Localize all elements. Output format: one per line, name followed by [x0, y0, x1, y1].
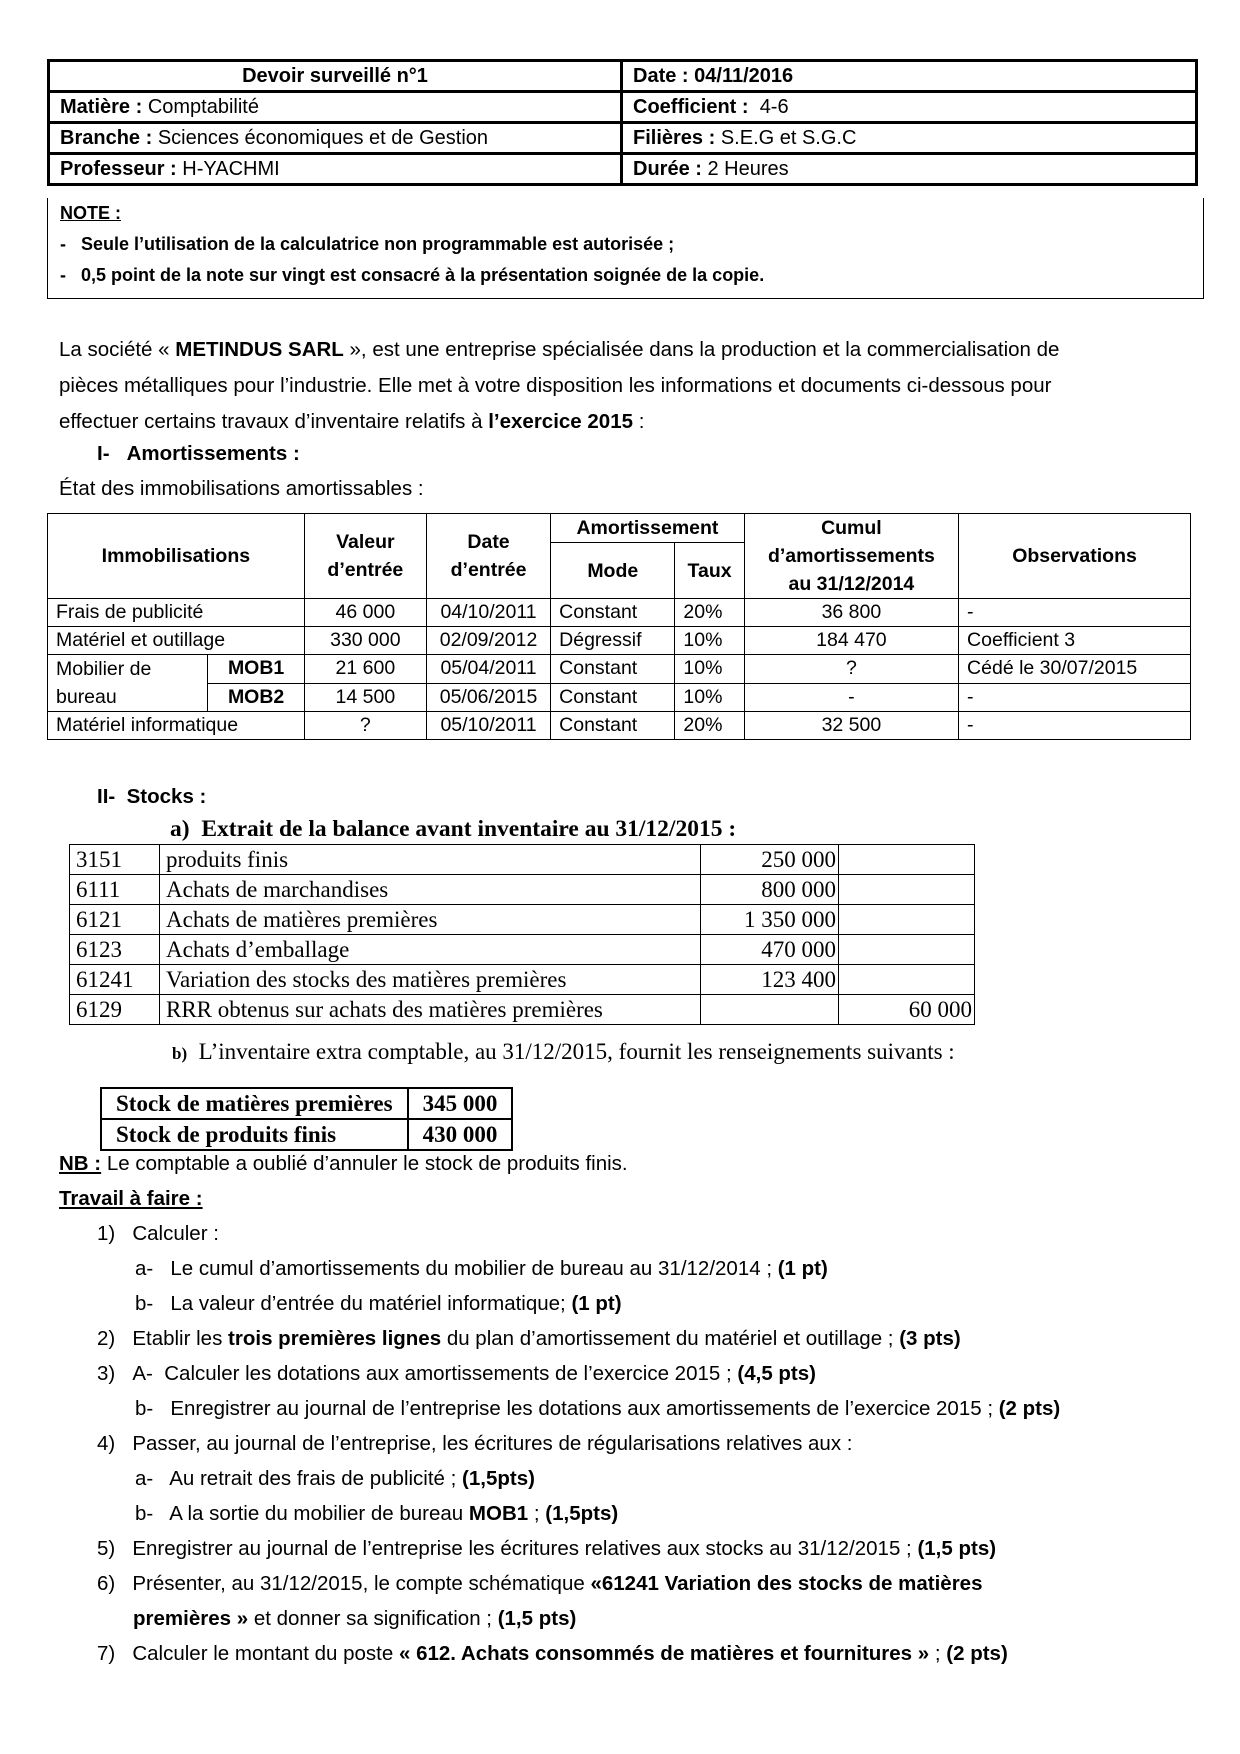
cell-value: 345 000 — [408, 1088, 513, 1119]
cell-valeur: 14 500 — [304, 683, 426, 712]
cell-date: 05/04/2011 — [426, 655, 550, 684]
task-3a: 3) A- Calculer les dotations aux amortissements de l’exercice 2015 ; (4,5 pts) — [97, 1362, 816, 1385]
cell-mode: Constant — [551, 599, 675, 627]
prof-value: H-YACHMI — [182, 158, 280, 180]
work-title: Travail à faire : — [59, 1187, 203, 1210]
table-row — [70, 935, 975, 965]
note-title: NOTE : — [60, 203, 121, 223]
task-4a: a- Au retrait des frais de publicité ; (1,5pts) — [135, 1467, 535, 1490]
cell-taux: 10% — [675, 683, 744, 712]
cell-debit: 800 000 — [701, 875, 839, 905]
exam-title: Devoir surveillé n°1 — [49, 61, 622, 92]
task-4b: b- A la sortie du mobilier de bureau MOB1 ; (1,5pts) — [135, 1502, 619, 1525]
cell-label: Variation des stocks des matières premières — [160, 965, 701, 995]
task-6-cont: premières » et donner sa signification ; (1,5 pts) — [133, 1607, 577, 1630]
table-row — [70, 965, 975, 995]
cell-credit: 60 000 — [839, 995, 975, 1025]
cell-obs: Cédé le 30/07/2015 — [959, 655, 1191, 684]
task-3b: b- Enregistrer au journal de l’entreprise les dotations aux amortissements de l’exercice 2015 ; (2 pts) — [135, 1397, 1061, 1420]
table-row — [48, 712, 1191, 740]
inventory-intro — [172, 1039, 955, 1065]
note-item: - 0,5 point de la note sur vingt est consacré à la présentation soignée de la copie. — [60, 265, 765, 285]
balance-table — [69, 844, 975, 1025]
cell-credit — [839, 965, 975, 995]
coef-value: 4-6 — [759, 96, 789, 118]
cell-obs: Coefficient 3 — [959, 627, 1191, 655]
intro-paragraph — [59, 332, 1199, 440]
table-row — [48, 655, 1191, 684]
task-6: 6) Présenter, au 31/12/2015, le compte schématique «61241 Variation des stocks de matières — [97, 1572, 983, 1595]
col-header-taux: Taux — [675, 543, 744, 599]
note-item: - Seule l’utilisation de la calculatrice non programmable est autorisée ; — [60, 234, 675, 254]
table-row — [101, 1119, 512, 1150]
table-row — [70, 905, 975, 935]
cell-label: RRR obtenus sur achats des matières premières — [160, 995, 701, 1025]
cell-code: 61241 — [70, 965, 160, 995]
branche-value: Sciences économiques et de Gestion — [157, 127, 489, 149]
table-row — [70, 845, 975, 875]
cell-mode: Constant — [551, 683, 675, 712]
cell-obs: - — [959, 599, 1191, 627]
task-5: 5) Enregistrer au journal de l’entreprise les écritures relatives aux stocks au 31/12/2015 ; (1,5 pts) — [97, 1537, 997, 1560]
date-cell — [622, 61, 1197, 92]
item-label: a) — [170, 816, 190, 842]
cell-date: 02/09/2012 — [426, 627, 550, 655]
table-row — [48, 627, 1191, 655]
coef-label: Coefficient : — [633, 96, 749, 118]
nb-note — [59, 1152, 628, 1176]
section-number: I- — [97, 442, 110, 465]
task-7: 7) Calculer le montant du poste « 612. Achats consommés de matières et fournitures » ; (2 pts) — [97, 1642, 1008, 1665]
col-header-valeur: Valeur d’entrée — [304, 514, 426, 599]
col-header-mode: Mode — [551, 543, 675, 599]
exercise-year: l’exercice 2015 — [488, 410, 633, 433]
cell-taux: 10% — [675, 627, 744, 655]
col-header-immobilisations: Immobilisations — [48, 514, 305, 599]
nb-label: NB : — [59, 1152, 102, 1175]
balance-title-text: Extrait de la balance avant inventaire au 31/12/2015 : — [201, 816, 737, 842]
duree-cell — [622, 154, 1197, 185]
cell-cumul: - — [744, 683, 958, 712]
cell-code: 6121 — [70, 905, 160, 935]
cell-taux: 20% — [675, 599, 744, 627]
cell-valeur: 21 600 — [304, 655, 426, 684]
task-1b: b- La valeur d’entrée du matériel informatique; (1 pt) — [135, 1292, 622, 1315]
cell-valeur: 46 000 — [304, 599, 426, 627]
cell-valeur: ? — [304, 712, 426, 740]
intro-text: », est une entreprise spécialisée dans la production et la commercialisation de — [349, 338, 1060, 361]
filieres-cell — [622, 123, 1197, 154]
cell-sub: MOB1 — [208, 655, 304, 684]
matiere-value: Comptabilité — [147, 96, 259, 118]
cell-cumul: 32 500 — [744, 712, 958, 740]
cell-debit — [701, 995, 839, 1025]
task-4: 4) Passer, au journal de l’entreprise, les écritures de régularisations relatives aux : — [97, 1432, 853, 1455]
cell-obs: - — [959, 683, 1191, 712]
cell-mode: Constant — [551, 655, 675, 684]
table-row — [101, 1088, 512, 1119]
task-2: 2) Etablir les trois premières lignes du plan d’amortissement du matériel et outillage ; (3 pts) — [97, 1327, 961, 1350]
col-header-observations: Observations — [959, 514, 1191, 599]
section-1-subtitle: État des immobilisations amortissables : — [59, 477, 424, 500]
cell-name: Matériel informatique — [48, 712, 305, 740]
cell-debit: 123 400 — [701, 965, 839, 995]
cell-debit: 1 350 000 — [701, 905, 839, 935]
coef-cell — [622, 92, 1197, 123]
note-box — [47, 198, 1204, 299]
cell-taux: 10% — [675, 655, 744, 684]
item-label: b) — [172, 1044, 188, 1063]
cell-debit: 470 000 — [701, 935, 839, 965]
table-row — [70, 995, 975, 1025]
cell-label: Achats de matières premières — [160, 905, 701, 935]
cell-mode: Dégressif — [551, 627, 675, 655]
cell-date: 04/10/2011 — [426, 599, 550, 627]
date-label: Date : — [633, 65, 689, 87]
cell-cumul: ? — [744, 655, 958, 684]
prof-cell — [49, 154, 622, 185]
intro-text: pièces métalliques pour l’industrie. Elle met à votre disposition les informations et documents ci-dessous pour — [59, 374, 1052, 397]
task-1a: a- Le cumul d’amortissements du mobilier de bureau au 31/12/2014 ; (1 pt) — [135, 1257, 828, 1280]
table-row — [48, 683, 1191, 712]
matiere-label: Matière : — [60, 96, 143, 118]
intro-text: : — [638, 410, 645, 433]
cell-date: 05/10/2011 — [426, 712, 550, 740]
cell-sub: MOB2 — [208, 683, 304, 712]
nb-text: Le comptable a oublié d’annuler le stock de produits finis. — [106, 1152, 628, 1175]
inventory-intro-text: L’inventaire extra comptable, au 31/12/2015, fournit les renseignements suivants : — [198, 1039, 955, 1064]
cell-name: Mobilier de bureau — [48, 655, 208, 712]
inventory-table — [100, 1087, 513, 1151]
table-row — [70, 875, 975, 905]
duree-label: Durée : — [633, 158, 702, 180]
cell-code: 6111 — [70, 875, 160, 905]
balance-title — [170, 816, 736, 843]
cell-obs: - — [959, 712, 1191, 740]
section-title: Stocks : — [126, 785, 207, 808]
cell-code: 3151 — [70, 845, 160, 875]
cell-cumul: 36 800 — [744, 599, 958, 627]
cell-taux: 20% — [675, 712, 744, 740]
note-item-text: 0,5 point de la note sur vingt est consacré à la présentation soignée de la copie. — [81, 265, 765, 285]
branche-cell — [49, 123, 622, 154]
cell-label: Achats d’emballage — [160, 935, 701, 965]
cell-name: Matériel et outillage — [48, 627, 305, 655]
cell-code: 6123 — [70, 935, 160, 965]
cell-value: 430 000 — [408, 1119, 513, 1150]
col-header-date: Date d’entrée — [426, 514, 550, 599]
duree-value: 2 Heures — [707, 158, 789, 180]
section-2-heading — [97, 785, 206, 809]
cell-credit — [839, 935, 975, 965]
cell-label: Achats de marchandises — [160, 875, 701, 905]
note-item-text: Seule l’utilisation de la calculatrice non programmable est autorisée ; — [81, 234, 675, 254]
filieres-value: S.E.G et S.G.C — [720, 127, 857, 149]
section-title: Amortissements : — [126, 442, 300, 465]
header-table — [47, 59, 1198, 186]
col-header-cumul: Cumul d’amortissements au 31/12/2014 — [744, 514, 958, 599]
date-value: 04/11/2016 — [694, 65, 794, 87]
section-number: II- — [97, 785, 116, 808]
task-1: 1) Calculer : — [97, 1222, 219, 1245]
company-name: METINDUS SARL — [175, 338, 344, 361]
cell-code: 6129 — [70, 995, 160, 1025]
intro-text: effectuer certains travaux d’inventaire relatifs à — [59, 410, 483, 433]
col-header-amortissement: Amortissement — [551, 514, 745, 543]
cell-cumul: 184 470 — [744, 627, 958, 655]
cell-debit: 250 000 — [701, 845, 839, 875]
prof-label: Professeur : — [60, 158, 177, 180]
intro-text: La société « — [59, 338, 170, 361]
cell-credit — [839, 875, 975, 905]
cell-date: 05/06/2015 — [426, 683, 550, 712]
cell-valeur: 330 000 — [304, 627, 426, 655]
cell-label: produits finis — [160, 845, 701, 875]
cell-credit — [839, 845, 975, 875]
table-row — [48, 599, 1191, 627]
branche-label: Branche : — [60, 127, 153, 149]
cell-credit — [839, 905, 975, 935]
amortization-table — [47, 513, 1191, 740]
cell-name: Frais de publicité — [48, 599, 305, 627]
matiere-cell — [49, 92, 622, 123]
cell-label: Stock de matières premières — [101, 1088, 408, 1119]
cell-label: Stock de produits finis — [101, 1119, 408, 1150]
cell-mode: Constant — [551, 712, 675, 740]
section-1-heading — [97, 442, 300, 466]
filieres-label: Filières : — [633, 127, 716, 149]
